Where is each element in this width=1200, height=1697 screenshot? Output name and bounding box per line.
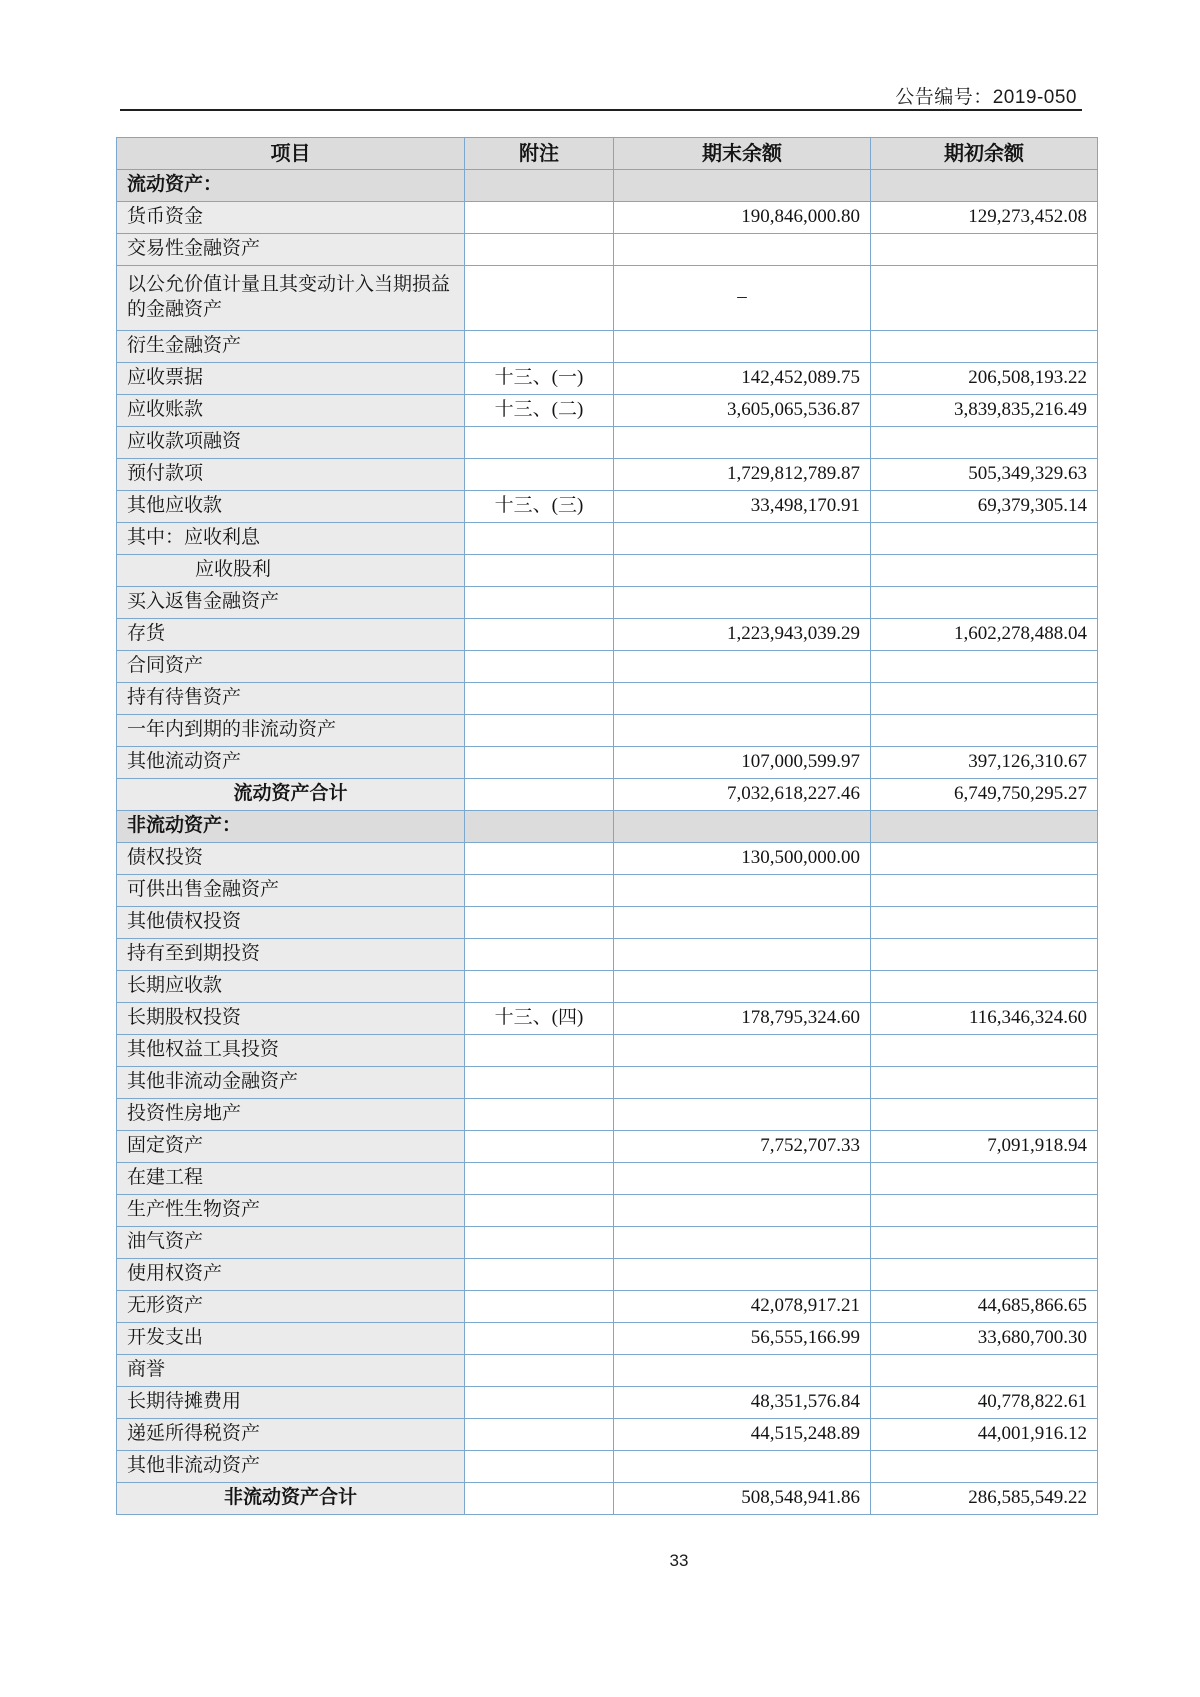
note-cell (465, 778, 614, 810)
note-cell (465, 170, 614, 202)
item-label-cell: 可供出售金融资产 (117, 874, 465, 906)
note-cell (465, 1354, 614, 1386)
beginning-balance-cell: 1,602,278,488.04 (871, 618, 1098, 650)
beginning-balance-cell (871, 1098, 1098, 1130)
table-row (117, 650, 1098, 682)
item-label-cell: 衍生金融资产 (117, 330, 465, 362)
table-row (117, 874, 1098, 906)
table-row (117, 490, 1098, 522)
note-cell (465, 938, 614, 970)
table-row (117, 1098, 1098, 1130)
ending-balance-cell: 1,223,943,039.29 (614, 618, 871, 650)
table-row (117, 394, 1098, 426)
table-row (117, 1162, 1098, 1194)
note-cell (465, 234, 614, 266)
ending-balance-cell (614, 1450, 871, 1482)
beginning-balance-cell (871, 810, 1098, 842)
note-cell (465, 874, 614, 906)
table-row (117, 746, 1098, 778)
beginning-balance-cell (871, 1258, 1098, 1290)
item-label-cell: 其他债权投资 (117, 906, 465, 938)
table-row (117, 1034, 1098, 1066)
item-label-cell: 买入返售金融资产 (117, 586, 465, 618)
table-row (117, 1258, 1098, 1290)
section-label-cell: 流动资产： (117, 170, 465, 202)
balance-sheet-body (117, 138, 1098, 1515)
beginning-balance-cell (871, 1194, 1098, 1226)
ending-balance-cell: 44,515,248.89 (614, 1418, 871, 1450)
ending-balance-cell: 7,752,707.33 (614, 1130, 871, 1162)
ending-balance-cell: 3,605,065,536.87 (614, 394, 871, 426)
beginning-balance-cell (871, 234, 1098, 266)
ending-balance-cell (614, 1258, 871, 1290)
table-row (117, 714, 1098, 746)
ending-balance-cell: 1,729,812,789.87 (614, 458, 871, 490)
note-cell (465, 906, 614, 938)
total-row (117, 778, 1098, 810)
table-row (117, 970, 1098, 1002)
ending-balance-cell (614, 170, 871, 202)
column-header-1: 附注 (465, 138, 614, 170)
beginning-balance-cell (871, 842, 1098, 874)
ending-balance-cell (614, 970, 871, 1002)
note-cell (465, 1258, 614, 1290)
table-row (117, 266, 1098, 331)
item-label-cell: 货币资金 (117, 202, 465, 234)
section-row (117, 810, 1098, 842)
beginning-balance-cell (871, 874, 1098, 906)
beginning-balance-cell: 69,379,305.14 (871, 490, 1098, 522)
beginning-balance-cell (871, 1066, 1098, 1098)
note-cell (465, 426, 614, 458)
note-cell (465, 522, 614, 554)
table-row (117, 330, 1098, 362)
beginning-balance-cell: 33,680,700.30 (871, 1322, 1098, 1354)
item-label-cell: 持有待售资产 (117, 682, 465, 714)
beginning-balance-cell: 116,346,324.60 (871, 1002, 1098, 1034)
table-row (117, 1226, 1098, 1258)
ending-balance-cell: 190,846,000.80 (614, 202, 871, 234)
table-row (117, 458, 1098, 490)
ending-balance-cell: 178,795,324.60 (614, 1002, 871, 1034)
table-row (117, 202, 1098, 234)
ending-balance-cell (614, 1194, 871, 1226)
item-label-cell: 应收股利 (117, 554, 465, 586)
table-row (117, 1194, 1098, 1226)
ending-balance-cell: – (614, 266, 871, 331)
table-row (117, 362, 1098, 394)
table-row (117, 938, 1098, 970)
beginning-balance-cell (871, 1450, 1098, 1482)
table-row (117, 1418, 1098, 1450)
table-row (117, 1066, 1098, 1098)
column-header-0: 项目 (117, 138, 465, 170)
item-label-cell: 投资性房地产 (117, 1098, 465, 1130)
ending-balance-cell: 107,000,599.97 (614, 746, 871, 778)
note-cell (465, 1226, 614, 1258)
beginning-balance-cell (871, 1162, 1098, 1194)
ending-balance-cell (614, 554, 871, 586)
item-label-cell: 商誉 (117, 1354, 465, 1386)
ending-balance-cell: 48,351,576.84 (614, 1386, 871, 1418)
ending-balance-cell (614, 426, 871, 458)
item-label-cell: 其他流动资产 (117, 746, 465, 778)
item-label-cell: 预付款项 (117, 458, 465, 490)
item-label-cell: 一年内到期的非流动资产 (117, 714, 465, 746)
item-label-cell: 其他权益工具投资 (117, 1034, 465, 1066)
note-cell (465, 1066, 614, 1098)
item-label-cell: 持有至到期投资 (117, 938, 465, 970)
beginning-balance-cell: 206,508,193.22 (871, 362, 1098, 394)
beginning-balance-cell (871, 170, 1098, 202)
beginning-balance-cell: 286,585,549.22 (871, 1482, 1098, 1514)
beginning-balance-cell (871, 650, 1098, 682)
item-label-cell: 长期股权投资 (117, 1002, 465, 1034)
beginning-balance-cell (871, 970, 1098, 1002)
section-row (117, 170, 1098, 202)
item-label-cell: 固定资产 (117, 1130, 465, 1162)
table-row (117, 842, 1098, 874)
beginning-balance-cell (871, 682, 1098, 714)
note-cell (465, 586, 614, 618)
ending-balance-cell: 130,500,000.00 (614, 842, 871, 874)
note-cell (465, 842, 614, 874)
note-cell (465, 266, 614, 331)
section-label-cell: 非流动资产： (117, 810, 465, 842)
beginning-balance-cell: 129,273,452.08 (871, 202, 1098, 234)
note-cell (465, 1034, 614, 1066)
ending-balance-cell: 42,078,917.21 (614, 1290, 871, 1322)
table-header-row (117, 138, 1098, 170)
table-row (117, 1386, 1098, 1418)
table-row (117, 1130, 1098, 1162)
ending-balance-cell (614, 810, 871, 842)
beginning-balance-cell: 397,126,310.67 (871, 746, 1098, 778)
note-cell (465, 554, 614, 586)
item-label-cell: 生产性生物资产 (117, 1194, 465, 1226)
beginning-balance-cell (871, 1354, 1098, 1386)
ending-balance-cell (614, 234, 871, 266)
ending-balance-cell (614, 1066, 871, 1098)
item-label-cell: 非流动资产合计 (117, 1482, 465, 1514)
item-label-cell: 流动资产合计 (117, 778, 465, 810)
table-row (117, 426, 1098, 458)
table-row (117, 1450, 1098, 1482)
ending-balance-cell (614, 1354, 871, 1386)
beginning-balance-cell: 40,778,822.61 (871, 1386, 1098, 1418)
item-label-cell: 无形资产 (117, 1290, 465, 1322)
ending-balance-cell (614, 1162, 871, 1194)
beginning-balance-cell: 6,749,750,295.27 (871, 778, 1098, 810)
note-cell: 十三、(一) (465, 362, 614, 394)
item-label-cell: 以公允价值计量且其变动计入当期损益的金融资产 (117, 266, 465, 331)
beginning-balance-cell (871, 522, 1098, 554)
table-row (117, 586, 1098, 618)
table-row (117, 618, 1098, 650)
note-cell (465, 810, 614, 842)
item-label-cell: 存货 (117, 618, 465, 650)
total-row (117, 1482, 1098, 1514)
beginning-balance-cell (871, 426, 1098, 458)
ending-balance-cell: 508,548,941.86 (614, 1482, 871, 1514)
table-row (117, 522, 1098, 554)
item-label-cell: 其中：应收利息 (117, 522, 465, 554)
note-cell: 十三、(三) (465, 490, 614, 522)
note-cell (465, 330, 614, 362)
ending-balance-cell (614, 586, 871, 618)
note-cell (465, 650, 614, 682)
note-cell (465, 1386, 614, 1418)
ending-balance-cell: 33,498,170.91 (614, 490, 871, 522)
ending-balance-cell (614, 1098, 871, 1130)
note-cell (465, 1162, 614, 1194)
beginning-balance-cell: 44,685,866.65 (871, 1290, 1098, 1322)
note-cell (465, 1290, 614, 1322)
table-row (117, 554, 1098, 586)
note-cell (465, 1098, 614, 1130)
beginning-balance-cell (871, 554, 1098, 586)
table-row (117, 682, 1098, 714)
note-cell (465, 1130, 614, 1162)
item-label-cell: 油气资产 (117, 1226, 465, 1258)
note-cell: 十三、(四) (465, 1002, 614, 1034)
beginning-balance-cell (871, 1226, 1098, 1258)
beginning-balance-cell: 3,839,835,216.49 (871, 394, 1098, 426)
beginning-balance-cell: 505,349,329.63 (871, 458, 1098, 490)
note-cell (465, 618, 614, 650)
ending-balance-cell (614, 650, 871, 682)
note-cell (465, 970, 614, 1002)
table-row (117, 1354, 1098, 1386)
beginning-balance-cell: 44,001,916.12 (871, 1418, 1098, 1450)
ending-balance-cell: 7,032,618,227.46 (614, 778, 871, 810)
ending-balance-cell: 56,555,166.99 (614, 1322, 871, 1354)
item-label-cell: 其他非流动金融资产 (117, 1066, 465, 1098)
beginning-balance-cell (871, 938, 1098, 970)
note-cell: 十三、(二) (465, 394, 614, 426)
balance-sheet-table (116, 137, 1098, 1515)
item-label-cell: 其他非流动资产 (117, 1450, 465, 1482)
ending-balance-cell (614, 874, 871, 906)
item-label-cell: 应收款项融资 (117, 426, 465, 458)
note-cell (465, 1450, 614, 1482)
note-cell (465, 682, 614, 714)
table-row (117, 1002, 1098, 1034)
note-cell (465, 1322, 614, 1354)
beginning-balance-cell (871, 586, 1098, 618)
ending-balance-cell (614, 330, 871, 362)
table-row (117, 906, 1098, 938)
note-cell (465, 1194, 614, 1226)
ending-balance-cell (614, 522, 871, 554)
note-cell (465, 202, 614, 234)
beginning-balance-cell (871, 1034, 1098, 1066)
header-rule-line (120, 109, 1082, 111)
ending-balance-cell (614, 906, 871, 938)
item-label-cell: 长期待摊费用 (117, 1386, 465, 1418)
column-header-3: 期初余额 (871, 138, 1098, 170)
ending-balance-cell (614, 714, 871, 746)
note-cell (465, 458, 614, 490)
item-label-cell: 交易性金融资产 (117, 234, 465, 266)
item-label-cell: 在建工程 (117, 1162, 465, 1194)
note-cell (465, 746, 614, 778)
table-row (117, 1322, 1098, 1354)
column-header-2: 期末余额 (614, 138, 871, 170)
beginning-balance-cell: 7,091,918.94 (871, 1130, 1098, 1162)
table-row (117, 234, 1098, 266)
item-label-cell: 其他应收款 (117, 490, 465, 522)
item-label-cell: 使用权资产 (117, 1258, 465, 1290)
note-cell (465, 714, 614, 746)
item-label-cell: 应收账款 (117, 394, 465, 426)
ending-balance-cell (614, 682, 871, 714)
item-label-cell: 合同资产 (117, 650, 465, 682)
item-label-cell: 债权投资 (117, 842, 465, 874)
item-label-cell: 递延所得税资产 (117, 1418, 465, 1450)
beginning-balance-cell (871, 714, 1098, 746)
ending-balance-cell (614, 1034, 871, 1066)
page-number: 33 (669, 1551, 689, 1570)
beginning-balance-cell (871, 330, 1098, 362)
beginning-balance-cell (871, 266, 1098, 331)
ending-balance-cell (614, 1226, 871, 1258)
announcement-number: 公告编号：2019-050 (895, 87, 1077, 108)
note-cell (465, 1418, 614, 1450)
ending-balance-cell (614, 938, 871, 970)
item-label-cell: 开发支出 (117, 1322, 465, 1354)
note-cell (465, 1482, 614, 1514)
item-label-cell: 长期应收款 (117, 970, 465, 1002)
item-label-cell: 应收票据 (117, 362, 465, 394)
ending-balance-cell: 142,452,089.75 (614, 362, 871, 394)
beginning-balance-cell (871, 906, 1098, 938)
table-row (117, 1290, 1098, 1322)
